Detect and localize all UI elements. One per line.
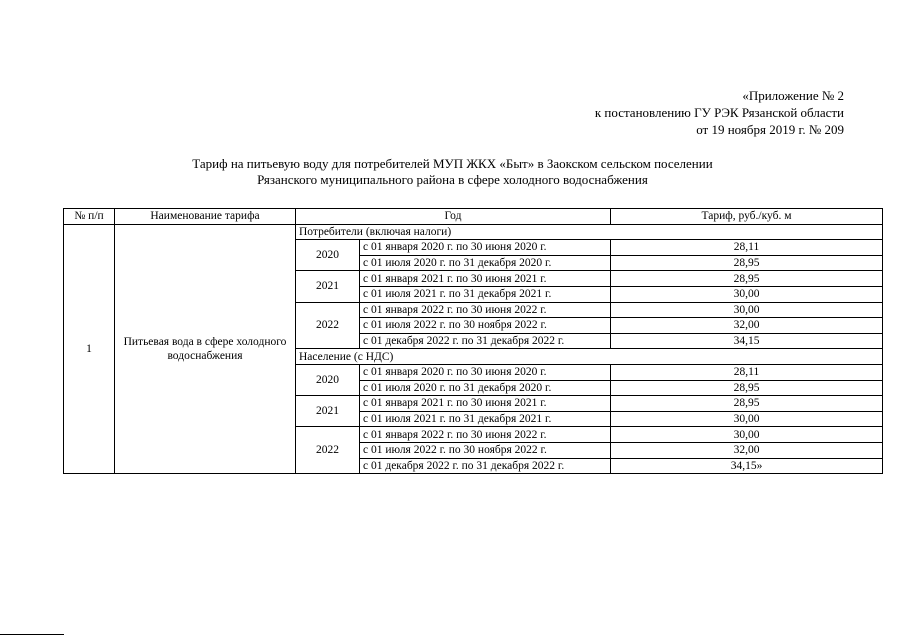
period-cell: с 01 января 2021 г. по 30 июня 2021 г. [360, 396, 611, 412]
year-cell: 2021 [296, 271, 360, 302]
tariff-value-cell: 28,95 [611, 396, 883, 412]
period-cell: с 01 января 2020 г. по 30 июня 2020 г. [360, 240, 611, 256]
col-header-number: № п/п [64, 209, 115, 225]
tariff-value-cell: 34,15» [611, 458, 883, 474]
tariff-value-cell: 32,00 [611, 318, 883, 334]
document-title [0, 156, 905, 188]
col-header-year: Год [296, 209, 611, 225]
col-header-name: Наименование тарифа [115, 209, 296, 225]
appendix-date: от 19 ноября 2019 г. № 209 [696, 122, 844, 137]
title-line-1: Тариф на питьевую воду для потребителей МУП ЖКХ «Быт» в Заокском сельском поселении [192, 156, 713, 171]
group-label: Население (с НДС) [296, 349, 883, 365]
period-cell: с 01 января 2021 г. по 30 июня 2021 г. [360, 271, 611, 287]
tariff-name: Питьевая вода в сфере холодного водоснабжения [115, 224, 296, 474]
tariff-value-cell: 30,00 [611, 286, 883, 302]
appendix-number: «Приложение № 2 [742, 88, 844, 103]
period-cell: с 01 июля 2021 г. по 31 декабря 2021 г. [360, 411, 611, 427]
appendix-header [595, 87, 844, 138]
tariff-value-cell: 30,00 [611, 411, 883, 427]
year-cell: 2022 [296, 427, 360, 474]
year-cell: 2020 [296, 240, 360, 271]
period-cell: с 01 июля 2022 г. по 30 ноября 2022 г. [360, 318, 611, 334]
period-cell: с 01 декабря 2022 г. по 31 декабря 2022 г. [360, 333, 611, 349]
period-cell: с 01 июля 2020 г. по 31 декабря 2020 г. [360, 255, 611, 271]
year-cell: 2022 [296, 302, 360, 349]
tariff-table [63, 208, 883, 474]
tariff-value-cell: 28,95 [611, 255, 883, 271]
tariff-value-cell: 28,95 [611, 380, 883, 396]
tariff-value-cell: 30,00 [611, 302, 883, 318]
group-label: Потребители (включая налоги) [296, 224, 883, 240]
title-line-2: Рязанского муниципального района в сфере холодного водоснабжения [257, 172, 648, 187]
year-cell: 2021 [296, 396, 360, 427]
period-cell: с 01 января 2022 г. по 30 июня 2022 г. [360, 302, 611, 318]
year-cell: 2020 [296, 364, 360, 395]
row-number: 1 [64, 224, 115, 474]
table-body [64, 224, 883, 474]
tariff-value-cell: 28,11 [611, 240, 883, 256]
appendix-resolution: к постановлению ГУ РЭК Рязанской области [594, 105, 844, 120]
tariff-value-cell: 28,11 [611, 364, 883, 380]
tariff-value-cell: 34,15 [611, 333, 883, 349]
period-cell: с 01 января 2022 г. по 30 июня 2022 г. [360, 427, 611, 443]
period-cell: с 01 декабря 2022 г. по 31 декабря 2022 г. [360, 458, 611, 474]
period-cell: с 01 июля 2022 г. по 30 ноября 2022 г. [360, 442, 611, 458]
col-header-tariff: Тариф, руб./куб. м [611, 209, 883, 225]
table-header-row [64, 209, 883, 225]
tariff-value-cell: 32,00 [611, 442, 883, 458]
footnote-divider [0, 634, 64, 635]
period-cell: с 01 января 2020 г. по 30 июня 2020 г. [360, 364, 611, 380]
group-row [64, 224, 883, 240]
tariff-value-cell: 28,95 [611, 271, 883, 287]
tariff-value-cell: 30,00 [611, 427, 883, 443]
period-cell: с 01 июля 2020 г. по 31 декабря 2020 г. [360, 380, 611, 396]
period-cell: с 01 июля 2021 г. по 31 декабря 2021 г. [360, 286, 611, 302]
